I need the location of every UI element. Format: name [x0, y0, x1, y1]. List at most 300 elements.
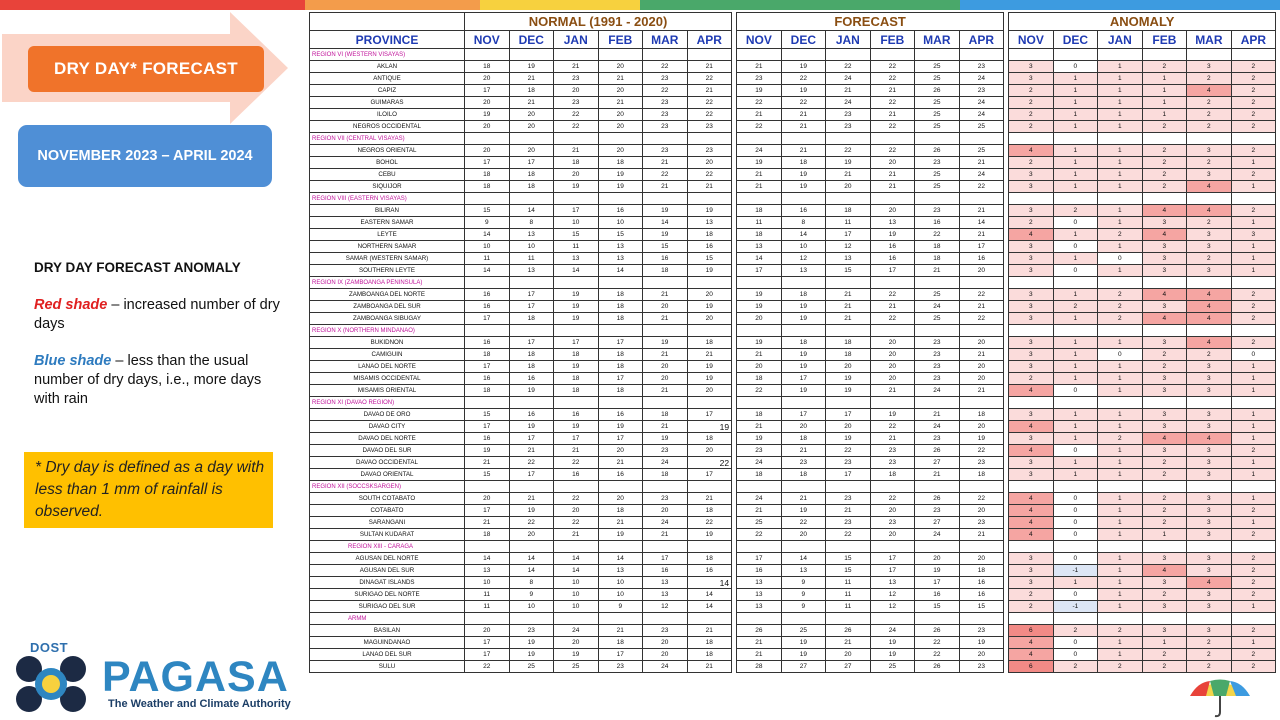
normal-value: 20	[687, 313, 732, 325]
normal-value: 14	[509, 565, 554, 577]
empty-cell	[1231, 613, 1276, 625]
forecast-value: 20	[870, 205, 915, 217]
forecast-value: 23	[915, 505, 960, 517]
anomaly-value: 1	[1098, 649, 1143, 661]
province-name: LEYTE	[310, 229, 465, 241]
normal-value: 16	[465, 433, 510, 445]
empty-cell	[1098, 481, 1143, 493]
normal-value: 22	[687, 109, 732, 121]
empty-cell	[915, 325, 960, 337]
normal-value: 20	[643, 301, 688, 313]
forecast-value: 17	[781, 409, 826, 421]
normal-value: 23	[643, 73, 688, 85]
forecast-value: 21	[870, 85, 915, 97]
empty-cell	[509, 481, 554, 493]
pagasa-tagline: The Weather and Climate Authority	[108, 698, 291, 710]
empty-cell	[1142, 613, 1187, 625]
normal-value: 18	[598, 361, 643, 373]
anomaly-value: 2	[1231, 553, 1276, 565]
normal-value: 18	[687, 433, 732, 445]
empty-cell	[870, 49, 915, 61]
anomaly-value: 3	[1187, 169, 1232, 181]
empty-cell	[1142, 325, 1187, 337]
normal-value: 19	[554, 301, 599, 313]
anomaly-value: 2	[1009, 601, 1054, 613]
empty-cell	[1231, 49, 1276, 61]
forecast-value: 22	[870, 73, 915, 85]
header-province: PROVINCE	[310, 31, 465, 49]
normal-value: 18	[509, 361, 554, 373]
forecast-value: 22	[781, 97, 826, 109]
forecast-value: 25	[737, 517, 782, 529]
anomaly-value: 1	[1098, 265, 1143, 277]
forecast-value: 23	[959, 625, 1004, 637]
anomaly-value: 3	[1142, 253, 1187, 265]
forecast-value: 22	[870, 61, 915, 73]
normal-value: 22	[687, 517, 732, 529]
normal-value: 23	[687, 145, 732, 157]
empty-cell	[598, 193, 643, 205]
header-month: FEB	[870, 31, 915, 49]
forecast-value: 21	[826, 637, 871, 649]
empty-cell	[643, 49, 688, 61]
anomaly-value: 1	[1098, 85, 1143, 97]
province-name: MISAMIS ORIENTAL	[310, 385, 465, 397]
table-row	[310, 445, 1276, 457]
anomaly-value: 1	[1098, 205, 1143, 217]
normal-value: 22	[554, 493, 599, 505]
empty-cell	[915, 49, 960, 61]
legend-blue	[34, 352, 284, 409]
empty-cell	[826, 481, 871, 493]
forecast-value: 11	[826, 601, 871, 613]
normal-value: 19	[643, 433, 688, 445]
normal-value: 23	[554, 97, 599, 109]
anomaly-value: 2	[1231, 661, 1276, 673]
anomaly-value: 1	[1231, 253, 1276, 265]
forecast-value: 21	[959, 385, 1004, 397]
header-forecast: FORECAST	[737, 13, 1004, 31]
forecast-value: 21	[915, 409, 960, 421]
normal-value: 19	[554, 289, 599, 301]
anomaly-value: 4	[1009, 229, 1054, 241]
forecast-value: 22	[870, 493, 915, 505]
empty-cell	[1098, 541, 1143, 553]
normal-value: 23	[509, 625, 554, 637]
normal-value: 16	[643, 253, 688, 265]
anomaly-value: 2	[1231, 145, 1276, 157]
normal-value: 20	[643, 361, 688, 373]
normal-value: 20	[509, 529, 554, 541]
normal-value: 19	[465, 109, 510, 121]
forecast-value: 19	[781, 361, 826, 373]
forecast-value: 21	[870, 109, 915, 121]
normal-value: 18	[687, 553, 732, 565]
normal-value: 22	[554, 457, 599, 469]
forecast-value: 25	[959, 145, 1004, 157]
forecast-value: 20	[870, 157, 915, 169]
anomaly-value: 1	[1053, 169, 1098, 181]
forecast-value: 23	[826, 109, 871, 121]
empty-cell	[781, 277, 826, 289]
normal-value: 21	[554, 61, 599, 73]
anomaly-value: 3	[1142, 601, 1187, 613]
empty-cell	[1098, 193, 1143, 205]
anomaly-value: 3	[1142, 553, 1187, 565]
normal-value: 14	[465, 553, 510, 565]
anomaly-value: 4	[1187, 85, 1232, 97]
anomaly-value: 2	[1009, 373, 1054, 385]
forecast-value: 24	[915, 421, 960, 433]
forecast-value: 19	[826, 385, 871, 397]
normal-value: 22	[554, 109, 599, 121]
normal-value: 19	[509, 421, 554, 433]
anomaly-value: 1	[1053, 409, 1098, 421]
table-row	[310, 493, 1276, 505]
forecast-value: 23	[870, 517, 915, 529]
forecast-value: 16	[959, 577, 1004, 589]
region-label: REGION IX (ZAMBOANGA PENINSULA)	[310, 277, 465, 289]
table-row	[310, 469, 1276, 481]
province-name: NEGROS OCCIDENTAL	[310, 121, 465, 133]
table-row	[310, 517, 1276, 529]
normal-value: 20	[598, 445, 643, 457]
anomaly-value: 1	[1142, 637, 1187, 649]
anomaly-value: 1	[1053, 121, 1098, 133]
forecast-value: 21	[959, 529, 1004, 541]
empty-cell	[915, 481, 960, 493]
forecast-value: 19	[870, 649, 915, 661]
empty-cell	[509, 133, 554, 145]
anomaly-value: 2	[1187, 253, 1232, 265]
empty-cell	[737, 481, 782, 493]
forecast-value: 20	[959, 373, 1004, 385]
normal-value: 23	[643, 625, 688, 637]
empty-cell	[1142, 133, 1187, 145]
forecast-value: 11	[737, 217, 782, 229]
normal-value: 18	[598, 157, 643, 169]
normal-value: 16	[598, 469, 643, 481]
normal-value: 17	[509, 337, 554, 349]
forecast-value: 19	[781, 61, 826, 73]
header-month: NOV	[737, 31, 782, 49]
anomaly-value: 3	[1009, 469, 1054, 481]
normal-value: 18	[465, 61, 510, 73]
anomaly-value: 1	[1053, 73, 1098, 85]
forecast-value: 22	[959, 493, 1004, 505]
anomaly-value: 3	[1187, 229, 1232, 241]
anomaly-value: 2	[1053, 625, 1098, 637]
normal-value: 18	[598, 385, 643, 397]
empty-cell	[1053, 49, 1098, 61]
anomaly-value: 2	[1187, 649, 1232, 661]
anomaly-value: 2	[1098, 433, 1143, 445]
anomaly-value: 1	[1098, 361, 1143, 373]
anomaly-value: 3	[1142, 385, 1187, 397]
anomaly-value: 3	[1187, 457, 1232, 469]
forecast-value: 18	[826, 205, 871, 217]
normal-value: 23	[687, 121, 732, 133]
anomaly-value: 1	[1231, 157, 1276, 169]
anomaly-value: 3	[1187, 373, 1232, 385]
normal-value: 21	[687, 625, 732, 637]
header-month: NOV	[1009, 31, 1054, 49]
empty-cell	[737, 397, 782, 409]
forecast-value: 19	[737, 157, 782, 169]
anomaly-value: 1	[1098, 409, 1143, 421]
forecast-value: 21	[870, 385, 915, 397]
normal-value: 21	[643, 289, 688, 301]
region-row	[310, 541, 1276, 553]
forecast-value: 17	[737, 553, 782, 565]
anomaly-value: 2	[1187, 349, 1232, 361]
table-row	[310, 601, 1276, 613]
empty-cell	[687, 397, 732, 409]
anomaly-value: 1	[1053, 349, 1098, 361]
anomaly-value: 2	[1142, 661, 1187, 673]
forecast-value: 19	[737, 337, 782, 349]
anomaly-value: 3	[1009, 349, 1054, 361]
header-month: NOV	[465, 31, 510, 49]
normal-value: 17	[554, 205, 599, 217]
anomaly-value: 0	[1053, 529, 1098, 541]
forecast-value: 22	[826, 445, 871, 457]
normal-value: 10	[598, 589, 643, 601]
normal-value: 10	[465, 241, 510, 253]
normal-value: 17	[687, 469, 732, 481]
empty-cell	[1009, 133, 1054, 145]
normal-value: 11	[465, 601, 510, 613]
empty-cell	[509, 277, 554, 289]
forecast-value: 18	[781, 469, 826, 481]
anomaly-value: 1	[1053, 97, 1098, 109]
province-name: SURIGAO DEL SUR	[310, 601, 465, 613]
normal-value: 16	[509, 373, 554, 385]
normal-value: 18	[465, 169, 510, 181]
forecast-value: 25	[781, 625, 826, 637]
normal-value: 21	[509, 97, 554, 109]
normal-value: 17	[465, 313, 510, 325]
forecast-value: 21	[959, 349, 1004, 361]
province-name: DAVAO DEL NORTE	[310, 433, 465, 445]
forecast-value: 20	[870, 361, 915, 373]
normal-value: 17	[465, 361, 510, 373]
forecast-value: 10	[781, 241, 826, 253]
forecast-value: 16	[959, 253, 1004, 265]
empty-cell	[687, 277, 732, 289]
forecast-value: 21	[737, 349, 782, 361]
anomaly-value: 1	[1231, 265, 1276, 277]
anomaly-value: 1	[1053, 289, 1098, 301]
empty-cell	[1187, 541, 1232, 553]
table-row	[310, 421, 1276, 433]
anomaly-value: 1	[1098, 157, 1143, 169]
empty-cell	[465, 397, 510, 409]
province-name: DAVAO CITY	[310, 421, 465, 433]
normal-value: 24	[643, 661, 688, 673]
normal-value: 20	[598, 85, 643, 97]
forecast-value: 21	[870, 181, 915, 193]
empty-cell	[826, 325, 871, 337]
anomaly-value: 2	[1142, 121, 1187, 133]
normal-value: 21	[465, 457, 510, 469]
forecast-value: 14	[781, 553, 826, 565]
anomaly-value: 0	[1053, 61, 1098, 73]
forecast-value: 21	[737, 181, 782, 193]
anomaly-value: 3	[1142, 421, 1187, 433]
anomaly-value: 2	[1053, 301, 1098, 313]
normal-value: 21	[687, 85, 732, 97]
forecast-value: 23	[781, 457, 826, 469]
forecast-value: 24	[959, 73, 1004, 85]
anomaly-value: 1	[1231, 493, 1276, 505]
empty-cell	[1187, 397, 1232, 409]
normal-value: 20	[465, 121, 510, 133]
anomaly-value: 3	[1142, 373, 1187, 385]
normal-value: 13	[509, 265, 554, 277]
normal-value: 19	[509, 61, 554, 73]
normal-value: 10	[509, 601, 554, 613]
anomaly-value: 1	[1098, 181, 1143, 193]
forecast-value: 12	[826, 241, 871, 253]
empty-cell	[1053, 277, 1098, 289]
anomaly-value: 2	[1187, 109, 1232, 121]
forecast-value: 22	[737, 529, 782, 541]
empty-cell	[1009, 541, 1054, 553]
empty-cell	[598, 277, 643, 289]
header-month: JAN	[1098, 31, 1143, 49]
forecast-value: 25	[915, 73, 960, 85]
empty-cell	[781, 613, 826, 625]
forecast-value: 19	[737, 433, 782, 445]
anomaly-value: 0	[1231, 349, 1276, 361]
normal-value: 19	[687, 301, 732, 313]
anomaly-value: 1	[1098, 637, 1143, 649]
anomaly-legend	[34, 258, 284, 427]
normal-value: 22	[687, 169, 732, 181]
forecast-value: 17	[915, 577, 960, 589]
region-row	[310, 133, 1276, 145]
normal-value: 18	[598, 637, 643, 649]
empty-cell	[598, 397, 643, 409]
normal-value: 20	[554, 85, 599, 97]
empty-cell	[1231, 133, 1276, 145]
header-month: FEB	[1142, 31, 1187, 49]
anomaly-value: 1	[1142, 529, 1187, 541]
forecast-value: 27	[915, 457, 960, 469]
normal-value: 8	[509, 217, 554, 229]
province-name: BASILAN	[310, 625, 465, 637]
table-row	[310, 121, 1276, 133]
empty-cell	[826, 49, 871, 61]
forecast-value: 22	[959, 313, 1004, 325]
anomaly-value: 3	[1187, 589, 1232, 601]
anomaly-value: -1	[1053, 565, 1098, 577]
anomaly-value: 2	[1187, 97, 1232, 109]
empty-cell	[915, 193, 960, 205]
empty-cell	[1231, 397, 1276, 409]
forecast-value: 20	[870, 337, 915, 349]
forecast-value: 20	[870, 529, 915, 541]
anomaly-value: 2	[1231, 121, 1276, 133]
anomaly-value: 3	[1009, 73, 1054, 85]
normal-value: 14	[465, 229, 510, 241]
province-name: NEGROS ORIENTAL	[310, 145, 465, 157]
header-month: DEC	[1053, 31, 1098, 49]
anomaly-value: 2	[1009, 589, 1054, 601]
forecast-value: 27	[781, 661, 826, 673]
anomaly-value: 3	[1187, 601, 1232, 613]
forecast-value: 17	[737, 265, 782, 277]
table-row	[310, 529, 1276, 541]
table-row	[310, 145, 1276, 157]
region-row	[310, 481, 1276, 493]
normal-value: 16	[687, 565, 732, 577]
province-name: SARANGANI	[310, 517, 465, 529]
forecast-value: 23	[915, 349, 960, 361]
period-label: NOVEMBER 2023 – APRIL 2024	[18, 125, 272, 187]
normal-value: 19	[687, 529, 732, 541]
forecast-value: 23	[870, 457, 915, 469]
header-month: MAR	[643, 31, 688, 49]
anomaly-value: 1	[1053, 577, 1098, 589]
forecast-value: 21	[826, 505, 871, 517]
dry-day-definition-note: * Dry day is defined as a day with less than 1 mm of rainfall is observed.	[24, 452, 273, 528]
anomaly-value: 2	[1142, 517, 1187, 529]
forecast-value: 24	[959, 109, 1004, 121]
normal-value: 18	[465, 529, 510, 541]
empty-cell	[826, 277, 871, 289]
normal-value: 9	[598, 601, 643, 613]
anomaly-value: 4	[1142, 313, 1187, 325]
anomaly-value: 1	[1098, 241, 1143, 253]
forecast-value: 24	[826, 97, 871, 109]
anomaly-value: 1	[1053, 469, 1098, 481]
empty-cell	[826, 133, 871, 145]
normal-value: 24	[643, 457, 688, 469]
normal-value: 22	[687, 73, 732, 85]
anomaly-value: 1	[1098, 445, 1143, 457]
table-row	[310, 349, 1276, 361]
normal-value: 13	[509, 229, 554, 241]
normal-value: 18	[687, 505, 732, 517]
anomaly-value: 4	[1009, 493, 1054, 505]
forecast-value: 26	[915, 85, 960, 97]
normal-value: 18	[598, 313, 643, 325]
normal-value: 14	[598, 553, 643, 565]
anomaly-value: 1	[1098, 61, 1143, 73]
normal-value: 11	[509, 253, 554, 265]
anomaly-value: 2	[1187, 661, 1232, 673]
empty-cell	[509, 397, 554, 409]
empty-cell	[870, 613, 915, 625]
anomaly-value: 4	[1009, 517, 1054, 529]
province-name: SIQUIJOR	[310, 181, 465, 193]
anomaly-value: 2	[1231, 505, 1276, 517]
anomaly-value: 2	[1231, 649, 1276, 661]
empty-cell	[465, 325, 510, 337]
forecast-value: 21	[737, 109, 782, 121]
empty-cell	[687, 49, 732, 61]
forecast-value: 19	[781, 349, 826, 361]
forecast-value: 18	[915, 253, 960, 265]
province-name: NORTHERN SAMAR	[310, 241, 465, 253]
anomaly-value: 2	[1009, 217, 1054, 229]
anomaly-value: 3	[1009, 313, 1054, 325]
header-normal: NORMAL (1991 - 2020)	[465, 13, 732, 31]
normal-value: 22	[509, 457, 554, 469]
forecast-value: 23	[915, 337, 960, 349]
